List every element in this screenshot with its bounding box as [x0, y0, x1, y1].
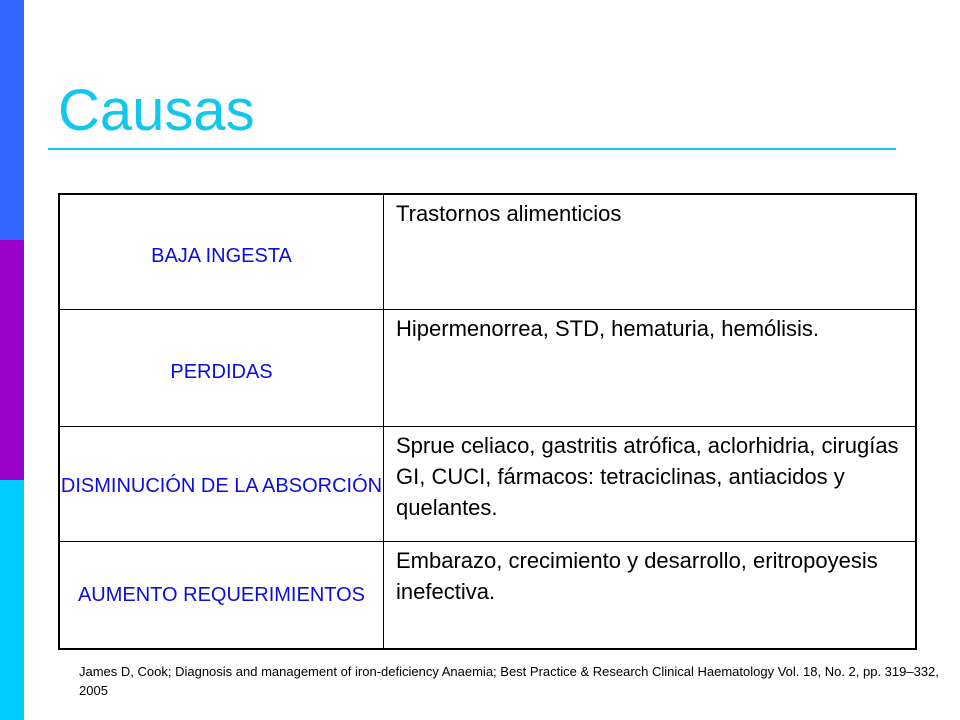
table-row	[59, 194, 916, 310]
detail-cell: Embarazo, crecimiento y desarrollo, eritropoyesis inefectiva.	[384, 542, 917, 650]
table-row	[59, 427, 916, 542]
causes-table	[58, 193, 917, 650]
detail-cell: Hipermenorrea, STD, hematuria, hemólisis.	[384, 310, 917, 427]
detail-cell: Sprue celiaco, gastritis atrófica, aclorhidria, cirugías GI, CUCI, fármacos: tetraciclinas, antiacidos y quelantes.	[384, 427, 917, 542]
slide-title: Causas	[58, 78, 255, 143]
table-row	[59, 310, 916, 427]
table-row	[59, 542, 916, 650]
side-bar-cyan	[0, 480, 24, 720]
cause-cell: PERDIDAS	[59, 310, 384, 427]
title-underline	[48, 148, 896, 150]
reference-citation: James D, Cook; Diagnosis and management of iron-deficiency Anaemia; Best Practice & Research Clinical Haematology Vol. 18, No. 2, pp. 319–332, 2005	[79, 664, 939, 698]
side-bar-purple	[0, 240, 24, 480]
cause-cell: AUMENTO REQUERIMIENTOS	[59, 542, 384, 650]
cause-cell: BAJA INGESTA	[59, 194, 384, 310]
detail-cell: Trastornos alimenticios	[384, 194, 917, 310]
cause-cell: DISMINUCIÓN DE LA ABSORCIÓN	[59, 427, 384, 542]
side-bar-blue	[0, 0, 24, 240]
